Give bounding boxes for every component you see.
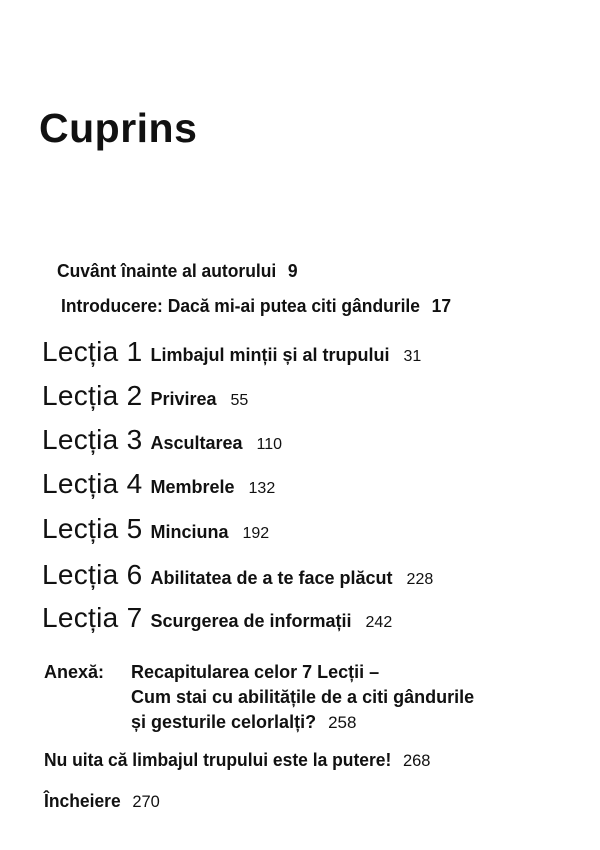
lesson-title: Limbajul minții și al trupului	[150, 345, 390, 365]
annex-line-2: Cum stai cu abilitățile de a citi gândurile	[131, 687, 475, 707]
toc-lesson-2	[42, 382, 248, 410]
annex-label: Anexă:	[44, 662, 105, 682]
lesson-label: Lecția 5	[42, 513, 143, 544]
toc-entry-text: Introducere: Dacă mi-ai putea citi gândurile	[61, 296, 420, 316]
lesson-title: Scurgerea de informații	[150, 611, 352, 631]
lesson-label: Lecția 3	[42, 424, 143, 455]
toc-entry-page: 270	[132, 792, 160, 811]
lesson-title: Ascultarea	[150, 433, 243, 453]
toc-entry-text: Încheiere	[44, 791, 121, 811]
annex-line-1: Recapitularea celor 7 Lecții –	[131, 662, 380, 682]
lesson-label: Lecția 4	[42, 468, 143, 499]
lesson-page: 228	[406, 571, 434, 588]
toc-lesson-7	[42, 604, 392, 632]
toc-lesson-1	[42, 338, 421, 366]
lesson-title: Abilitatea de a te face plăcut	[150, 568, 393, 588]
toc-entry-page: 9	[287, 261, 298, 281]
toc-entry-introduction	[61, 297, 451, 315]
lesson-label: Lecția 6	[42, 559, 143, 590]
lesson-page: 110	[256, 436, 283, 453]
toc-lesson-5	[42, 515, 269, 543]
toc-lesson-3	[42, 426, 282, 454]
toc-lesson-4	[42, 470, 275, 498]
toc-entry-text: Cuvânt înainte al autorului	[57, 261, 277, 281]
lesson-title: Privirea	[150, 389, 217, 409]
toc-entry-reminder	[44, 751, 430, 769]
lesson-page: 31	[403, 348, 422, 365]
lesson-title: Membrele	[150, 477, 235, 497]
toc-entry-page: 17	[431, 296, 452, 316]
toc-entry-page: 268	[402, 751, 431, 770]
lesson-page: 192	[242, 525, 270, 542]
page-title: Cuprins	[39, 105, 198, 151]
annex-line-3-text: și gesturile celorlalți?	[131, 712, 317, 732]
toc-entry-foreword	[57, 262, 298, 280]
lesson-label: Lecția 7	[42, 602, 143, 633]
lesson-page: 242	[365, 614, 393, 631]
toc-entry-text: Nu uita că limbajul trupului este la putere!	[44, 750, 392, 770]
annex-line-3	[131, 713, 356, 731]
toc-entry-page: 258	[328, 713, 357, 732]
lesson-label: Lecția 1	[42, 336, 143, 367]
lesson-page: 55	[230, 392, 249, 409]
toc-entry-conclusion	[44, 792, 160, 810]
lesson-page: 132	[248, 480, 276, 497]
lesson-title: Minciuna	[150, 522, 229, 542]
toc-lesson-6	[42, 561, 433, 589]
lesson-label: Lecția 2	[42, 380, 143, 411]
